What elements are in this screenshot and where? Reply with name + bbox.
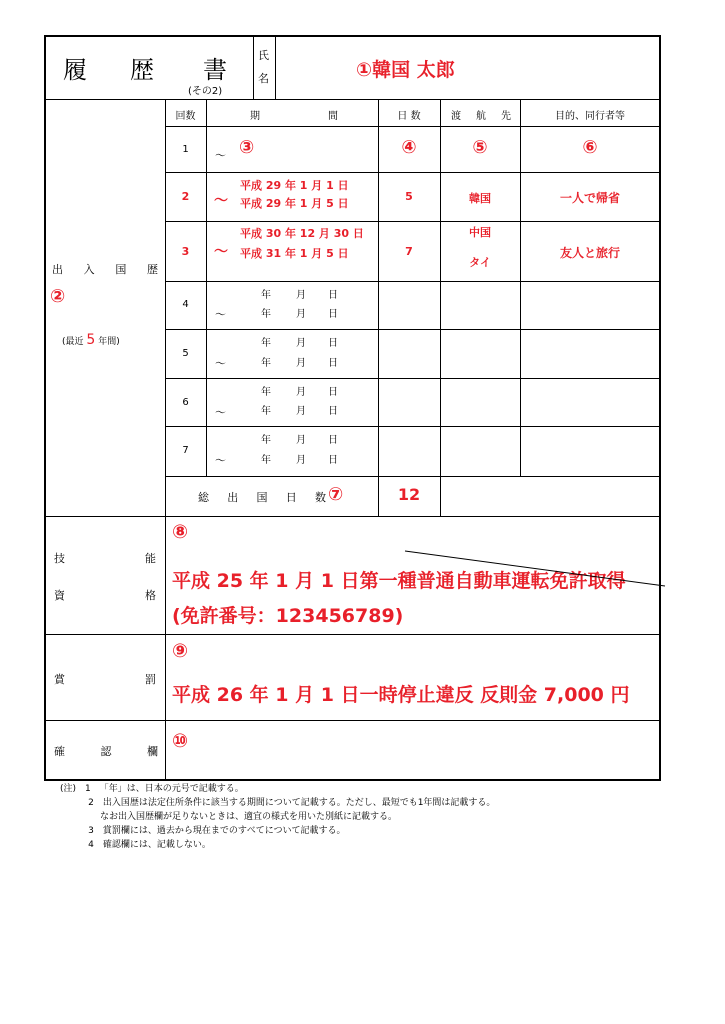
row-6-tilde: ～ — [215, 406, 226, 419]
col-header-days: 日 数 — [397, 111, 421, 122]
confirmation-top-line — [44, 720, 661, 721]
travel-row-line-7 — [165, 476, 660, 477]
row-6-from-month: 月 — [296, 387, 306, 398]
travel-section-label — [52, 261, 158, 277]
border-left — [44, 35, 46, 781]
penalties-line-1: 平成 26 年 1 月 1 日一時停止違反 反則金 7,000 円 — [172, 684, 630, 706]
border-top — [44, 35, 661, 37]
row-4-from-month: 月 — [296, 290, 306, 301]
confirmation-marker: ⑩ — [172, 730, 189, 752]
footnote-3: 3 賞罰欄には、過去から現在までのすべてについて記載する。 — [88, 826, 346, 836]
penalties-top-line — [44, 634, 661, 635]
col-header-count: 回数 — [175, 111, 196, 122]
row-3-destination-2: タイ — [469, 256, 491, 269]
row-6-to-day: 日 — [328, 406, 338, 417]
row-7-to-month: 月 — [296, 455, 306, 466]
row-3-days: 7 — [405, 245, 413, 258]
footnote-1: (注) 1 「年」は、日本の元号で記載する。 — [60, 784, 244, 794]
footnotes — [60, 782, 495, 852]
row-4-tilde: ～ — [215, 308, 226, 321]
row-2-destination: 韓国 — [469, 192, 491, 205]
row-6-from-day: 日 — [328, 387, 338, 398]
row-7-tilde: ～ — [215, 454, 226, 467]
row-6-to-year: 年 — [261, 406, 271, 417]
skills-label-char-3: 資 — [54, 589, 65, 602]
footnote-2: 2 出入国歴は法定住所条件に該当する期間について記載する。ただし、最短でも1年間は記載する。 — [88, 798, 496, 808]
row-1-days-marker: ④ — [401, 137, 417, 158]
row-5-from-month: 月 — [296, 338, 306, 349]
row-5-tilde: ～ — [215, 357, 226, 370]
row-2-to-date: 平成 29 年 1 月 5 日 — [240, 197, 349, 210]
row-3-number: 3 — [181, 245, 190, 258]
total-days-value: 12 — [397, 485, 421, 504]
col-header-purpose: 目的、同行者等 — [555, 111, 625, 122]
row-2-days: 5 — [405, 190, 413, 203]
row-1-number: 1 — [182, 144, 189, 155]
skills-line-2: (免許番号：123456789) — [172, 605, 404, 627]
row-5-from-year: 年 — [261, 338, 271, 349]
row-4-to-month: 月 — [296, 309, 306, 320]
travel-marker: ② — [50, 286, 66, 307]
travel-row-line-4 — [165, 329, 660, 330]
footnote-prefix: (注) — [60, 784, 77, 794]
travel-label-char-2: 入 — [83, 263, 95, 276]
title-subtitle: (その2) — [188, 86, 223, 97]
footnote-2b: なお出入国歴欄が足りないときは、適宜の様式を用いた別紙に記載する。 — [100, 812, 398, 822]
travel-row-line-5 — [165, 378, 660, 379]
skills-line-1: 平成 25 年 1 月 1 日第一種普通自動車運転免許取得 — [172, 570, 626, 592]
row-1-marker: ③ — [239, 137, 255, 158]
title-char-1: 履 — [63, 56, 87, 84]
travel-label-char-3: 国 — [115, 263, 127, 276]
penalties-marker: ⑨ — [172, 640, 189, 662]
title-char-2: 歴 — [130, 56, 154, 84]
skills-label-char-1: 技 — [54, 552, 65, 565]
travel-label-char-1: 出 — [52, 263, 63, 276]
applicant-name: ①韓国 太郎 — [356, 59, 455, 81]
row-1-purpose-marker: ⑥ — [582, 137, 598, 158]
skills-label-char-4: 格 — [145, 589, 156, 602]
name-label-char-2: 名 — [258, 72, 269, 85]
row-7-to-year: 年 — [261, 455, 271, 466]
col-header-period: 期 間 — [250, 111, 338, 122]
travel-period-number: 5 — [86, 332, 96, 348]
row-1-tilde: ～ — [215, 149, 226, 162]
header-divider-2 — [275, 35, 276, 100]
row-3-tilde: ～ — [214, 244, 228, 260]
row-3-purpose: 友人と旅行 — [559, 246, 620, 260]
total-days-label: 総 出 国 日 数 — [198, 491, 326, 504]
confirmation-label: 確 認 欄 — [54, 745, 158, 758]
travel-col-line-2 — [378, 99, 379, 516]
row-4-number: 4 — [182, 299, 189, 310]
skills-label-char-2: 能 — [145, 552, 156, 565]
row-3-to-date: 平成 31 年 1 月 5 日 — [240, 247, 349, 260]
name-label-char-1: 氏 — [258, 49, 269, 62]
penalties-label-char-1: 賞 — [54, 673, 65, 686]
footnote-4: 4 確認欄には、記載しない。 — [88, 840, 211, 850]
travel-row-line-0 — [165, 126, 660, 127]
penalties-label-char-2: 罰 — [145, 673, 156, 686]
row-5-to-month: 月 — [296, 358, 306, 369]
title-char-3: 書 — [203, 56, 227, 84]
header-bottom-line — [44, 99, 661, 100]
row-6-from-year: 年 — [261, 387, 271, 398]
travel-row-line-3 — [165, 281, 660, 282]
row-1-dest-marker: ⑤ — [472, 137, 488, 158]
header-divider-1 — [253, 35, 254, 100]
row-4-to-year: 年 — [261, 309, 271, 320]
row-6-number: 6 — [182, 397, 189, 408]
travel-row-line-6 — [165, 426, 660, 427]
border-bottom — [44, 779, 661, 781]
row-2-tilde: ～ — [214, 193, 228, 209]
row-2-from-date: 平成 29 年 1 月 1 日 — [240, 179, 349, 192]
row-6-to-month: 月 — [296, 406, 306, 417]
skills-marker: ⑧ — [172, 521, 189, 543]
travel-col-line-3 — [440, 99, 441, 516]
row-7-from-year: 年 — [261, 435, 271, 446]
row-5-from-day: 日 — [328, 338, 338, 349]
travel-label-char-4: 歴 — [146, 263, 158, 276]
row-5-to-year: 年 — [261, 358, 271, 369]
row-5-to-day: 日 — [328, 358, 338, 369]
row-4-from-day: 日 — [328, 290, 338, 301]
row-2-purpose: 一人で帰省 — [559, 191, 620, 205]
row-7-from-day: 日 — [328, 435, 338, 446]
row-7-number: 7 — [182, 445, 189, 456]
row-4-to-day: 日 — [328, 309, 338, 320]
total-days-marker: ⑦ — [328, 484, 344, 505]
travel-row-line-2 — [165, 221, 660, 222]
row-7-to-day: 日 — [328, 455, 338, 466]
skills-top-line — [44, 516, 661, 517]
travel-row-line-1 — [165, 172, 660, 173]
strike-through-mark — [400, 546, 670, 592]
row-5-number: 5 — [182, 348, 189, 359]
row-3-destination-1: 中国 — [469, 226, 491, 239]
travel-period-note: (最近 5 年間) — [62, 332, 120, 348]
travel-col-line-1 — [206, 99, 207, 476]
row-3-from-date: 平成 30 年 12 月 30 日 — [240, 227, 364, 240]
row-2-number: 2 — [181, 190, 190, 203]
row-4-from-year: 年 — [261, 290, 271, 301]
col-header-destination: 渡 航 先 — [451, 111, 511, 122]
row-7-from-month: 月 — [296, 435, 306, 446]
